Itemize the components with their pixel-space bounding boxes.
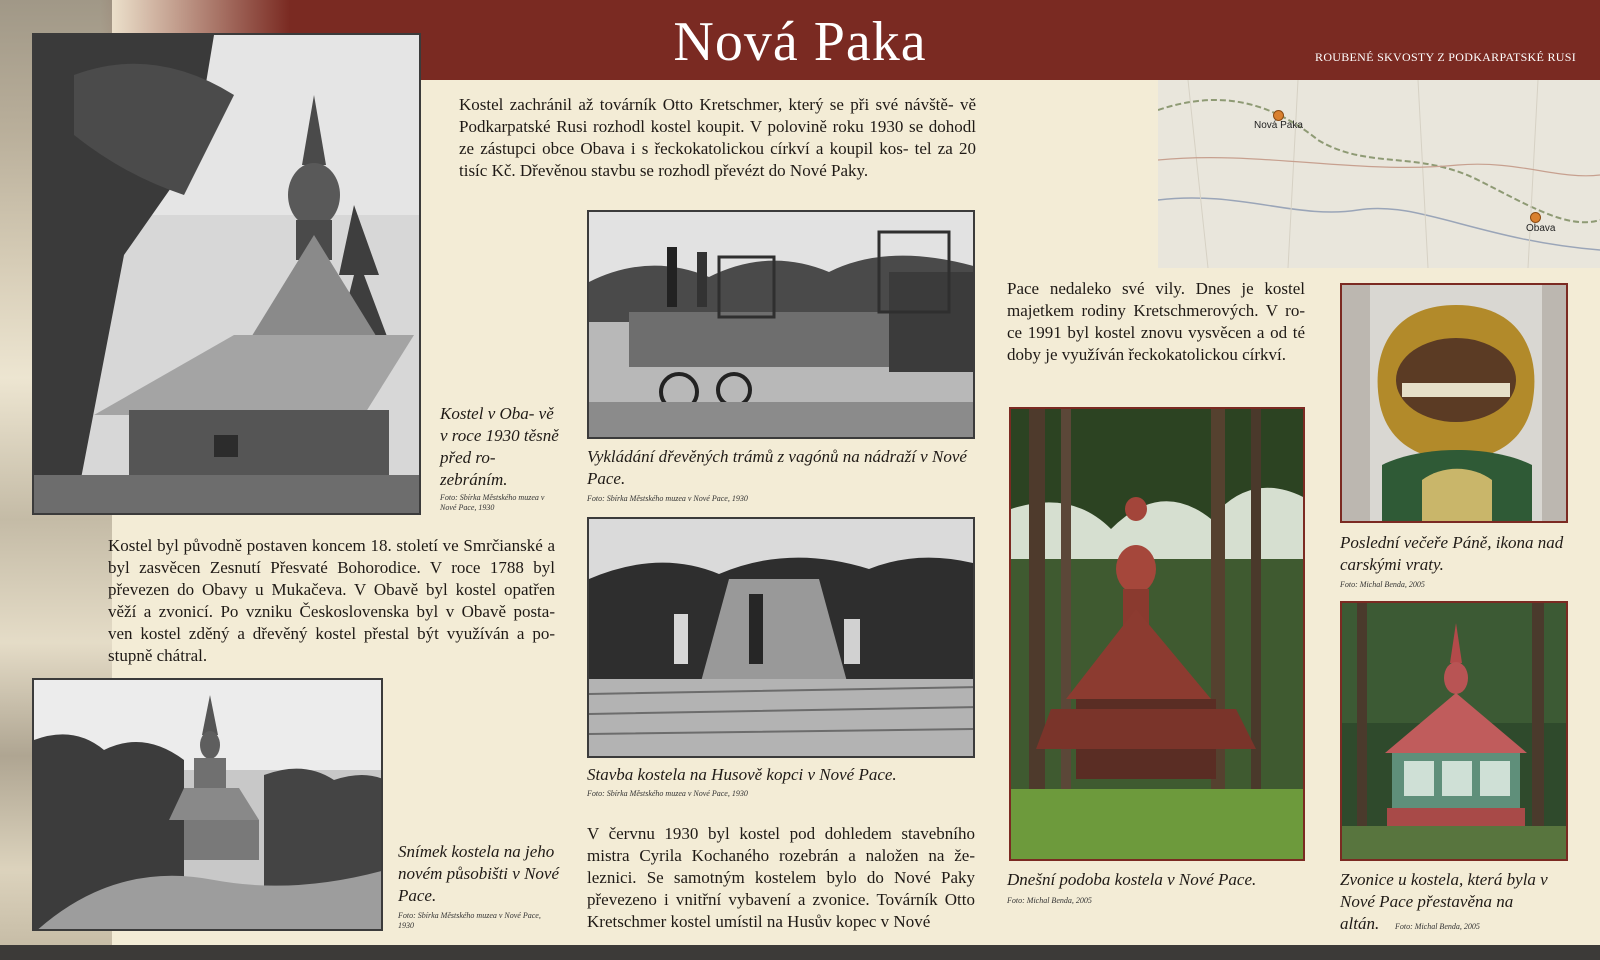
photo-today-image	[1011, 409, 1305, 861]
intro-text: Kostel zachránil až továrník Otto Kretschmer, který se při své návště- vě Podkarpatské Rusi rozhodl kostel koupit. V polovině roku 1930 se dohodl ze zástupci obce Obava i s řeckokatolickou církví a koupil kos- tel za 20 tisíc Kč. Dřevěnou stavbu se rozhodl převézt do Nové Paky.	[459, 95, 976, 180]
photo-wagon-image	[589, 212, 975, 439]
caption-new-site: Snímek kostela na jeho novém působišti v Nové Pace.	[398, 842, 559, 905]
map-image	[1158, 80, 1600, 268]
footer-bar	[0, 945, 1600, 960]
photo-belfry-gazebo	[1340, 601, 1568, 861]
continued-text: Pace nedaleko své vily. Dnes je kostel majetkem rodiny Kretschmerových. V ro- ce 1991 byl kostel znovu vysvěcen a od té doby je využíván řeckokatolickou církví.	[1007, 279, 1305, 364]
photo-construction-image	[589, 519, 975, 758]
credit-icon: Foto: Michal Benda, 2005	[1340, 580, 1425, 589]
map-label-obava: Obava	[1526, 223, 1556, 234]
photo-church-today	[1009, 407, 1305, 861]
credit-belfry: Foto: Michal Benda, 2005	[1395, 922, 1480, 931]
june-text: V červnu 1930 byl kostel pod dohledem stavebního mistra Cyrila Kochaného rozebrán a naložen na že- leznici. Se samotným kostelem bylo do Nové Paky převezeno i vnitřní vybavení a zvonice. Továrník Otto Kretschmer kostel umístil na Husův kopec v Nové	[587, 824, 975, 931]
caption-icon: Poslední večeře Páně, ikona nad carskými vraty.	[1340, 533, 1564, 574]
credit-construction: Foto: Sbírka Městského muzea v Nové Pace, 1930	[587, 789, 748, 798]
credit-new-site: Foto: Sbírka Městského muzea v Nové Pace, 1930	[398, 911, 541, 930]
photo-church-new-site	[32, 678, 383, 931]
photo-new-site-image	[34, 680, 383, 931]
map-label-nova-paka: Nová Paka	[1254, 120, 1303, 131]
photo-wagon-unloading	[587, 210, 975, 439]
photo-belfry-image	[1342, 603, 1568, 861]
caption-today: Dnešní podoba kostela v Nové Pace.	[1007, 870, 1257, 889]
series-title: ROUBENÉ SKVOSTY Z PODKARPATSKÉ RUSI	[1315, 50, 1576, 64]
photo-last-supper-icon	[1340, 283, 1568, 523]
caption-wagon: Vykládání dřevěných trámů z vagónů na nádraží v Nové Pace.	[587, 447, 967, 488]
photo-construction	[587, 517, 975, 758]
photo-church-obava-1930	[32, 33, 421, 515]
map-marker-obava	[1530, 212, 1541, 223]
map-nova-paka-obava	[1158, 80, 1600, 268]
photo-icon-image	[1342, 285, 1568, 523]
page-title: Nová Paka	[673, 11, 927, 73]
caption-obava: Kostel v Oba- vě v roce 1930 těsně před ro- zebráním.	[440, 404, 559, 489]
credit-today: Foto: Michal Benda, 2005	[1007, 896, 1092, 905]
caption-belfry: Zvonice u kostela, která byla v Nové Pace přestavěna na altán.	[1340, 870, 1548, 933]
credit-obava: Foto: Sbírka Městského muzea v Nové Pace, 1930	[440, 493, 545, 512]
credit-wagon: Foto: Sbírka Městského muzea v Nové Pace, 1930	[587, 494, 748, 503]
caption-construction: Stavba kostela na Husově kopci v Nové Pace.	[587, 765, 897, 784]
photo-church-obava-image	[34, 35, 421, 515]
history-text: Kostel byl původně postaven koncem 18. století ve Smrčianské a byl zasvěcen Zesnutí Přesvaté Bohorodice. V roce 1788 byl převezen do Obavy u Mukačeva. V Obavě byl kostel opatřen věží a zvonicí. Po vzniku Československa byl v Obavě posta- ven kostel zděný a dřevěný kostel přestal být využíván a po- stupně chátral.	[108, 536, 555, 665]
